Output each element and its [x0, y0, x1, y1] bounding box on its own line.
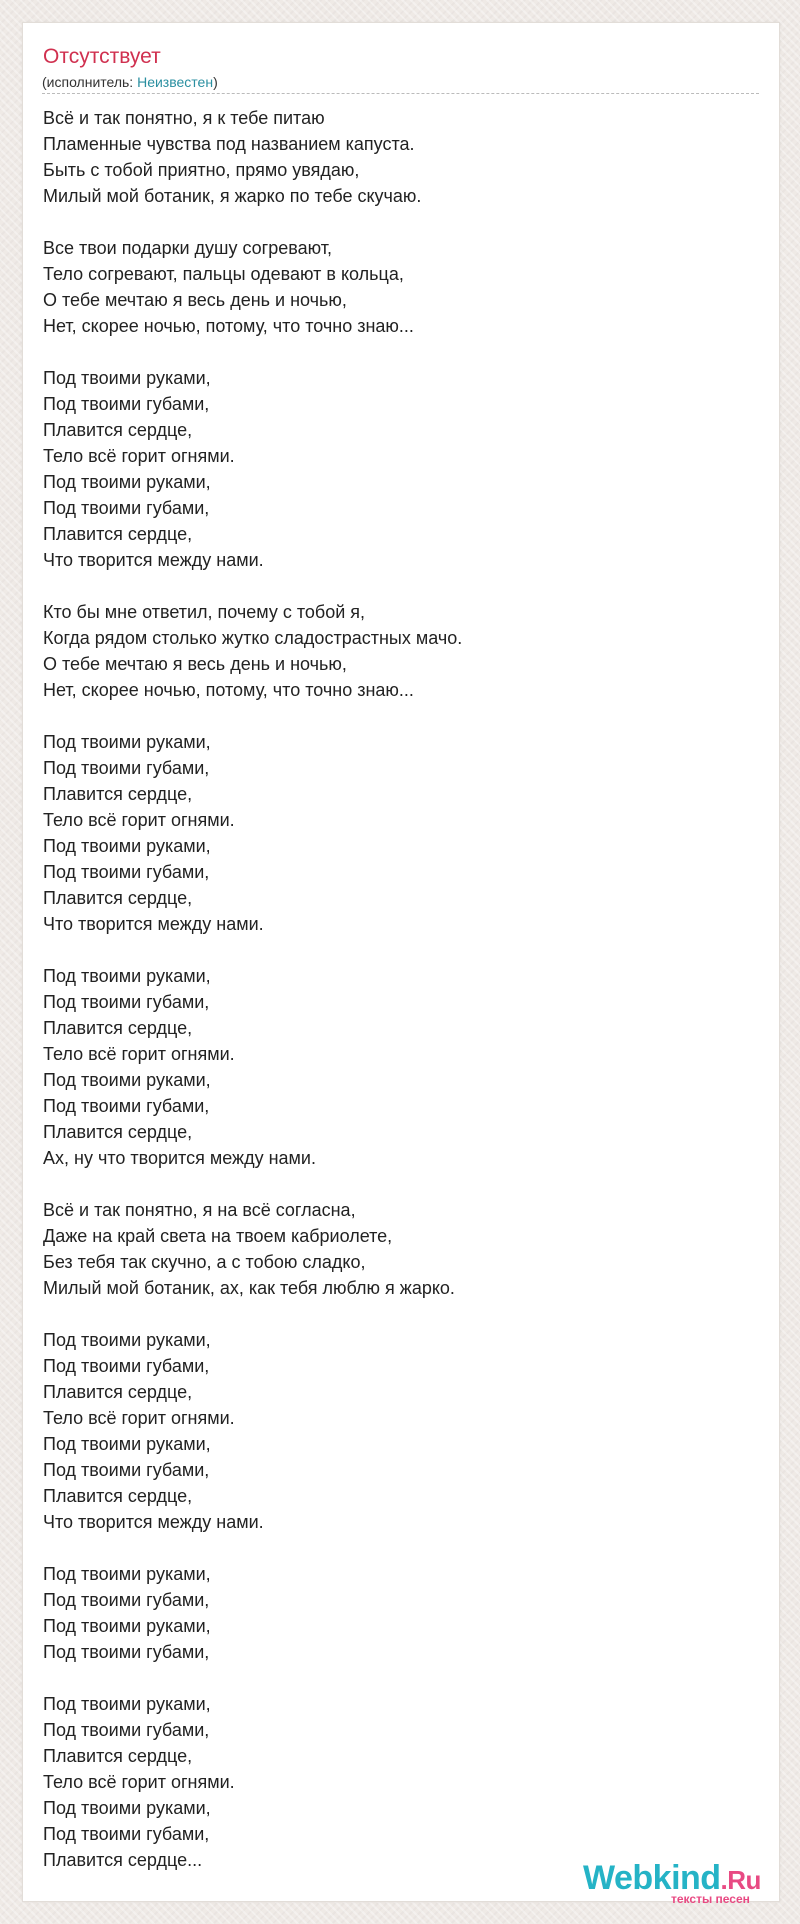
logo-suffix: .Ru: [720, 1865, 761, 1895]
lyric-line: Тело всё горит огнями.: [43, 1408, 235, 1428]
lyric-line: Под твоими руками,: [43, 1434, 211, 1454]
lyric-line: Под твоими губами,: [43, 1096, 210, 1116]
lyric-line: Под твоими губами,: [43, 1642, 210, 1662]
lyric-line: Тело всё горит огнями.: [43, 810, 235, 830]
lyric-line: Под твоими губами,: [43, 394, 210, 414]
lyric-line: Плавится сердце...: [43, 1850, 203, 1870]
lyrics-stanza: [43, 599, 743, 703]
lyric-line: Плавится сердце,: [43, 1746, 193, 1766]
lyric-line: О тебе мечтаю я весь день и ночью,: [43, 654, 347, 674]
logo-tagline: тексты песен: [671, 1892, 750, 1906]
lyric-line: О тебе мечтаю я весь день и ночью,: [43, 290, 347, 310]
lyrics-stanza: [43, 1197, 743, 1301]
lyric-line: Что творится между нами.: [43, 550, 264, 570]
lyrics-stanza: [43, 1327, 743, 1535]
lyrics-stanza: [43, 729, 743, 937]
lyrics-stanza: [43, 1691, 743, 1873]
lyric-line: Тело всё горит огнями.: [43, 446, 235, 466]
lyric-line: Что творится между нами.: [43, 914, 264, 934]
lyric-line: Плавится сердце,: [43, 1122, 193, 1142]
lyric-line: Под твоими руками,: [43, 732, 211, 752]
logo-name: Webkind: [583, 1859, 721, 1897]
lyric-line: Под твоими руками,: [43, 1694, 211, 1714]
lyrics-stanza: [43, 235, 743, 339]
lyric-line: Плавится сердце,: [43, 1018, 193, 1038]
lyric-line: Всё и так понятно, я к тебе питаю: [43, 108, 325, 128]
lyric-line: Даже на край света на твоем кабриолете,: [43, 1226, 393, 1246]
lyric-line: Плавится сердце,: [43, 1486, 193, 1506]
lyric-line: Плавится сердце,: [43, 524, 193, 544]
lyrics-card: [22, 22, 780, 1906]
byline-prefix: (исполнитель:: [42, 74, 138, 90]
lyric-line: Под твоими руками,: [43, 836, 211, 856]
lyric-line: Под твоими руками,: [43, 1330, 211, 1350]
lyric-line: Милый мой ботаник, я жарко по тебе скучаю.: [43, 186, 422, 206]
lyrics-stanza: [43, 105, 743, 209]
lyric-line: Под твоими руками,: [43, 1070, 211, 1090]
lyric-line: Под твоими руками,: [43, 472, 211, 492]
title-divider: [42, 93, 759, 94]
lyric-line: Под твоими руками,: [43, 1798, 211, 1818]
lyric-line: Все твои подарки душу согревают,: [43, 238, 332, 258]
lyric-line: Под твоими руками,: [43, 1564, 211, 1584]
lyric-line: Кто бы мне ответил, почему с тобой я,: [43, 602, 366, 622]
lyric-line: Плавится сердце,: [43, 420, 193, 440]
lyric-line: Нет, скорее ночью, потому, что точно знаю...: [43, 316, 414, 336]
song-title: Отсутствует: [43, 45, 161, 68]
lyric-line: Милый мой ботаник, ах, как тебя люблю я жарко.: [43, 1278, 455, 1298]
lyric-line: Всё и так понятно, я на всё согласна,: [43, 1200, 356, 1220]
lyric-line: Под твоими губами,: [43, 1460, 210, 1480]
lyric-line: Пламенные чувства под названием капуста.: [43, 134, 415, 154]
lyrics-stanza: [43, 365, 743, 573]
lyric-line: Плавится сердце,: [43, 784, 193, 804]
lyric-line: Что творится между нами.: [43, 1512, 264, 1532]
lyric-line: Под твоими губами,: [43, 498, 210, 518]
lyric-line: Нет, скорее ночью, потому, что точно знаю...: [43, 680, 414, 700]
lyric-line: Плавится сердце,: [43, 888, 193, 908]
lyric-line: Под твоими руками,: [43, 368, 211, 388]
artist-byline: [42, 73, 218, 91]
lyric-line: Под твоими губами,: [43, 992, 210, 1012]
lyric-line: Под твоими губами,: [43, 862, 210, 882]
lyric-line: Ах, ну что творится между нами.: [43, 1148, 316, 1168]
lyric-line: Быть с тобой приятно, прямо увядаю,: [43, 160, 360, 180]
lyric-line: Тело всё горит огнями.: [43, 1044, 235, 1064]
lyric-line: Когда рядом столько жутко сладострастных мачо.: [43, 628, 463, 648]
lyric-line: Под твоими губами,: [43, 758, 210, 778]
lyric-line: Под твоими руками,: [43, 1616, 211, 1636]
lyrics-body: [43, 105, 743, 1899]
artist-link[interactable]: Неизвестен: [137, 74, 214, 90]
lyric-line: Под твоими губами,: [43, 1590, 210, 1610]
lyric-line: Без тебя так скучно, а с тобою сладко,: [43, 1252, 366, 1272]
lyric-line: Под твоими губами,: [43, 1356, 210, 1376]
lyrics-stanza: [43, 963, 743, 1171]
webkind-logo[interactable]: [583, 1858, 763, 1906]
byline-suffix: ): [213, 74, 218, 90]
lyric-line: Под твоими губами,: [43, 1720, 210, 1740]
lyric-line: Плавится сердце,: [43, 1382, 193, 1402]
lyric-line: Тело согревают, пальцы одевают в кольца,: [43, 264, 404, 284]
lyrics-stanza: [43, 1561, 743, 1665]
lyric-line: Под твоими губами,: [43, 1824, 210, 1844]
lyric-line: Под твоими руками,: [43, 966, 211, 986]
lyric-line: Тело всё горит огнями.: [43, 1772, 235, 1792]
